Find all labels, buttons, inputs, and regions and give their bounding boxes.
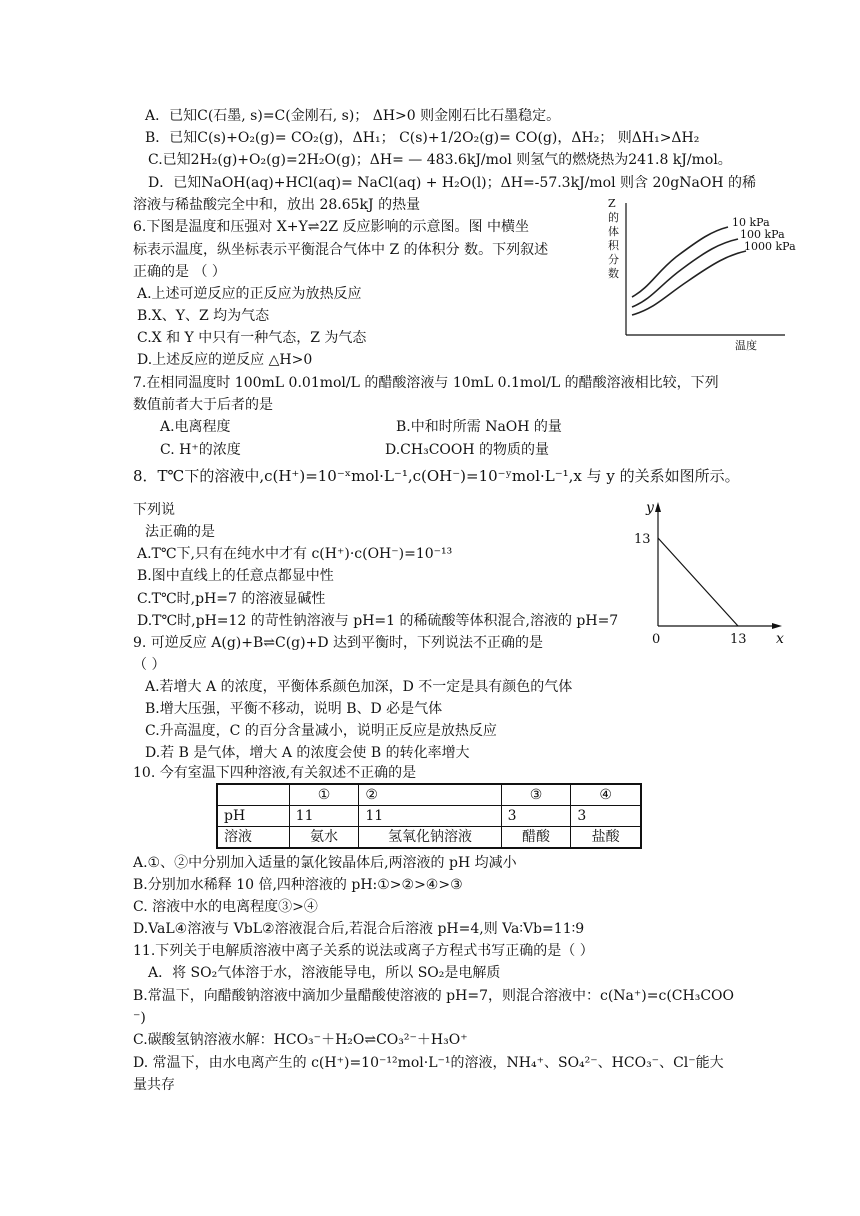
q6-legend-10kpa: 10 kPa <box>732 216 770 229</box>
q6-option-c: C.X 和 Y 中只有一种气态，Z 为气态 <box>137 330 367 346</box>
q10-option-d: D.VaL④溶液与 VbL②溶液混合后,若混合后溶液 pH=4,则 Va∶Vb=11∶9 <box>133 921 585 937</box>
q7-stem-1: 7.在相同温度时 100mL 0.01mol/L 的醋酸溶液与 10mL 0.1mol/L 的醋酸溶液相比较，下列 <box>133 375 719 391</box>
q5-option-c: C.已知2H₂(g)+O₂(g)=2H₂O(g)；ΔH= — 483.6kJ/mol 则氢气的燃烧热为241.8 kJ/mol。 <box>148 152 732 168</box>
q6-ylabel-6: 数 <box>608 267 619 280</box>
q9-option-a: A.若增大 A 的浓度，平衡体系颜色加深，D 不一定是具有颜色的气体 <box>145 679 573 695</box>
q7-option-b: B.中和时所需 NaOH 的量 <box>396 419 562 435</box>
table-cell: 氢氧化钠溶液 <box>359 827 501 849</box>
table-cell: ② <box>359 784 501 806</box>
q5-option-a: A．已知C(石墨, s)=C(金刚石, s)； ΔH>0 则金刚石比石墨稳定。 <box>145 108 561 124</box>
q11-option-c: C.碳酸氢钠溶液水解：HCO₃⁻＋H₂O⇌CO₃²⁻＋H₃O⁺ <box>133 1032 468 1048</box>
q11-option-d-cont: 量共存 <box>133 1077 175 1093</box>
q6-legend-100kpa: 100 kPa <box>740 228 785 241</box>
q9-stem-1: 9. 可逆反应 A(g)+B⇌C(g)+D 达到平衡时，下列说法不正确的是 <box>133 635 544 651</box>
q8-x-intercept: 13 <box>730 632 747 647</box>
q8-origin: 0 <box>652 632 661 647</box>
table-cell: ④ <box>571 784 641 806</box>
q11-option-d: D. 常温下，由水电离产生的 c(H⁺)=10⁻¹²mol·L⁻¹的溶液，NH₄⁺、SO₄²⁻、HCO₃⁻、Cl⁻能大 <box>133 1055 724 1071</box>
q6-xlabel: 温度 <box>735 339 757 352</box>
q6-stem-2: 标表示温度，纵坐标表示平衡混合气体中 Z 的体积分 数。下列叙述 <box>133 242 549 258</box>
q11-option-a: A．将 SO₂气体溶于水，溶液能导电，所以 SO₂是电解质 <box>148 965 501 981</box>
table-cell: ① <box>289 784 359 806</box>
q10-option-c: C. 溶液中水的电离程度③>④ <box>133 899 318 915</box>
q8-stem-3: 法正确的是 <box>145 524 215 540</box>
q6-figure <box>590 195 796 352</box>
q11-option-b-cont: ⁻) <box>133 1010 146 1026</box>
q6-ylabel-5: 分 <box>608 253 619 266</box>
q6-ylabel-2: 的 <box>608 211 619 224</box>
q7-stem-2: 数值前者大于后者的是 <box>133 397 273 413</box>
q8-stem-2: 下列说 <box>133 502 175 518</box>
q8-option-c: C.T℃时,pH=7 的溶液显碱性 <box>137 591 326 607</box>
q9-stem-2: （ ） <box>133 657 166 673</box>
q8-y-arrow <box>655 502 661 512</box>
table-cell: 3 <box>571 806 641 827</box>
q6-option-d: D.上述反应的逆反应 △H>0 <box>137 352 313 368</box>
q8-option-a: A.T℃下,只有在纯水中才有 c(H⁺)·c(OH⁻)=10⁻¹³ <box>137 546 453 562</box>
q8-option-b: B.图中直线上的任意点都显中性 <box>137 568 334 584</box>
q10-stem: 10. 今有室温下四种溶液,有关叙述不正确的是 <box>133 765 417 781</box>
table-row <box>217 827 641 849</box>
table-cell <box>217 784 289 806</box>
q9-option-c: C.升高温度，C 的百分含量减小，说明正反应是放热反应 <box>145 723 497 739</box>
q7-option-d: D.CH₃COOH 的物质的量 <box>385 442 550 458</box>
q8-x-arrow <box>772 623 782 629</box>
table-cell: 溶液 <box>217 827 289 849</box>
q8-y-intercept: 13 <box>634 532 651 547</box>
q9-option-d: D.若 B 是气体，增大 A 的浓度会使 B 的转化率增大 <box>145 745 470 761</box>
table-cell: 3 <box>501 806 571 827</box>
table-cell: 盐酸 <box>571 827 641 849</box>
q6-curve-100kpa <box>632 239 738 307</box>
q10-option-b: B.分别加水稀释 10 倍,四种溶液的 pH:①>②>④>③ <box>133 877 463 893</box>
table-cell: 醋酸 <box>501 827 571 849</box>
q8-xlabel: x <box>776 631 784 647</box>
table-cell: 11 <box>289 806 359 827</box>
q6-legend-1000kpa: 1000 kPa <box>744 240 796 253</box>
q6-ylabel-4: 积 <box>608 239 619 252</box>
q10-table <box>216 783 642 849</box>
q6-stem-3: 正确的是 （ ） <box>133 264 226 280</box>
q8-line <box>658 538 738 626</box>
q6-ylabel-3: 体 <box>608 225 619 238</box>
table-cell: pH <box>217 806 289 827</box>
q8-figure <box>630 498 790 650</box>
q8-option-d: D.T℃时,pH=12 的苛性钠溶液与 pH=1 的稀硫酸等体积混合,溶液的 pH=7 <box>137 613 619 629</box>
q11-stem: 11.下列关于电解质溶液中离子关系的说法或离子方程式书写正确的是（ ） <box>133 943 594 959</box>
q11-option-b: B.常温下，向醋酸钠溶液中滴加少量醋酸使溶液的 pH=7，则混合溶液中：c(Na⁺)=c(CH₃COO <box>133 988 734 1004</box>
q6-option-a: A.上述可逆反应的正反应为放热反应 <box>137 286 362 302</box>
table-cell: 11 <box>359 806 501 827</box>
q8-stem-1: 8．T℃下的溶液中,c(H⁺)=10⁻ˣmol·L⁻¹,c(OH⁻)=10⁻ʸmol·L⁻¹,x 与 y 的关系如图所示。 <box>133 467 740 485</box>
q7-option-c: C. H⁺的浓度 <box>160 442 241 458</box>
q6-stem-1: 6.下图是温度和压强对 X+Y⇌2Z 反应影响的示意图。图 中横坐 <box>133 219 530 235</box>
table-row <box>217 806 641 827</box>
table-cell: ③ <box>501 784 571 806</box>
q6-ylabel-1: Z <box>608 197 616 210</box>
q9-option-b: B.增大压强，平衡不移动，说明 B、D 必是气体 <box>145 701 443 717</box>
q5-option-b: B．已知C(s)+O₂(g)= CO₂(g)，ΔH₁； C(s)+1/2O₂(g)= CO(g)，ΔH₂； 则ΔH₁>ΔH₂ <box>145 130 700 146</box>
table-cell: 氨水 <box>289 827 359 849</box>
q6-option-b: B.X、Y、Z 均为气态 <box>137 308 270 324</box>
q7-option-a: A.电离程度 <box>160 419 231 435</box>
q5-option-d-cont: 溶液与稀盐酸完全中和，放出 28.65kJ 的热量 <box>133 197 421 213</box>
q8-ylabel: y <box>646 500 654 516</box>
q10-option-a: A.①、②中分别加入适量的氯化铵晶体后,两溶液的 pH 均减小 <box>133 855 517 871</box>
q5-option-d: D．已知NaOH(aq)+HCl(aq)= NaCl(aq) + H₂O(l)；ΔH=-57.3kJ/mol 则含 20gNaOH 的稀 <box>148 175 756 191</box>
table-row <box>217 784 641 806</box>
